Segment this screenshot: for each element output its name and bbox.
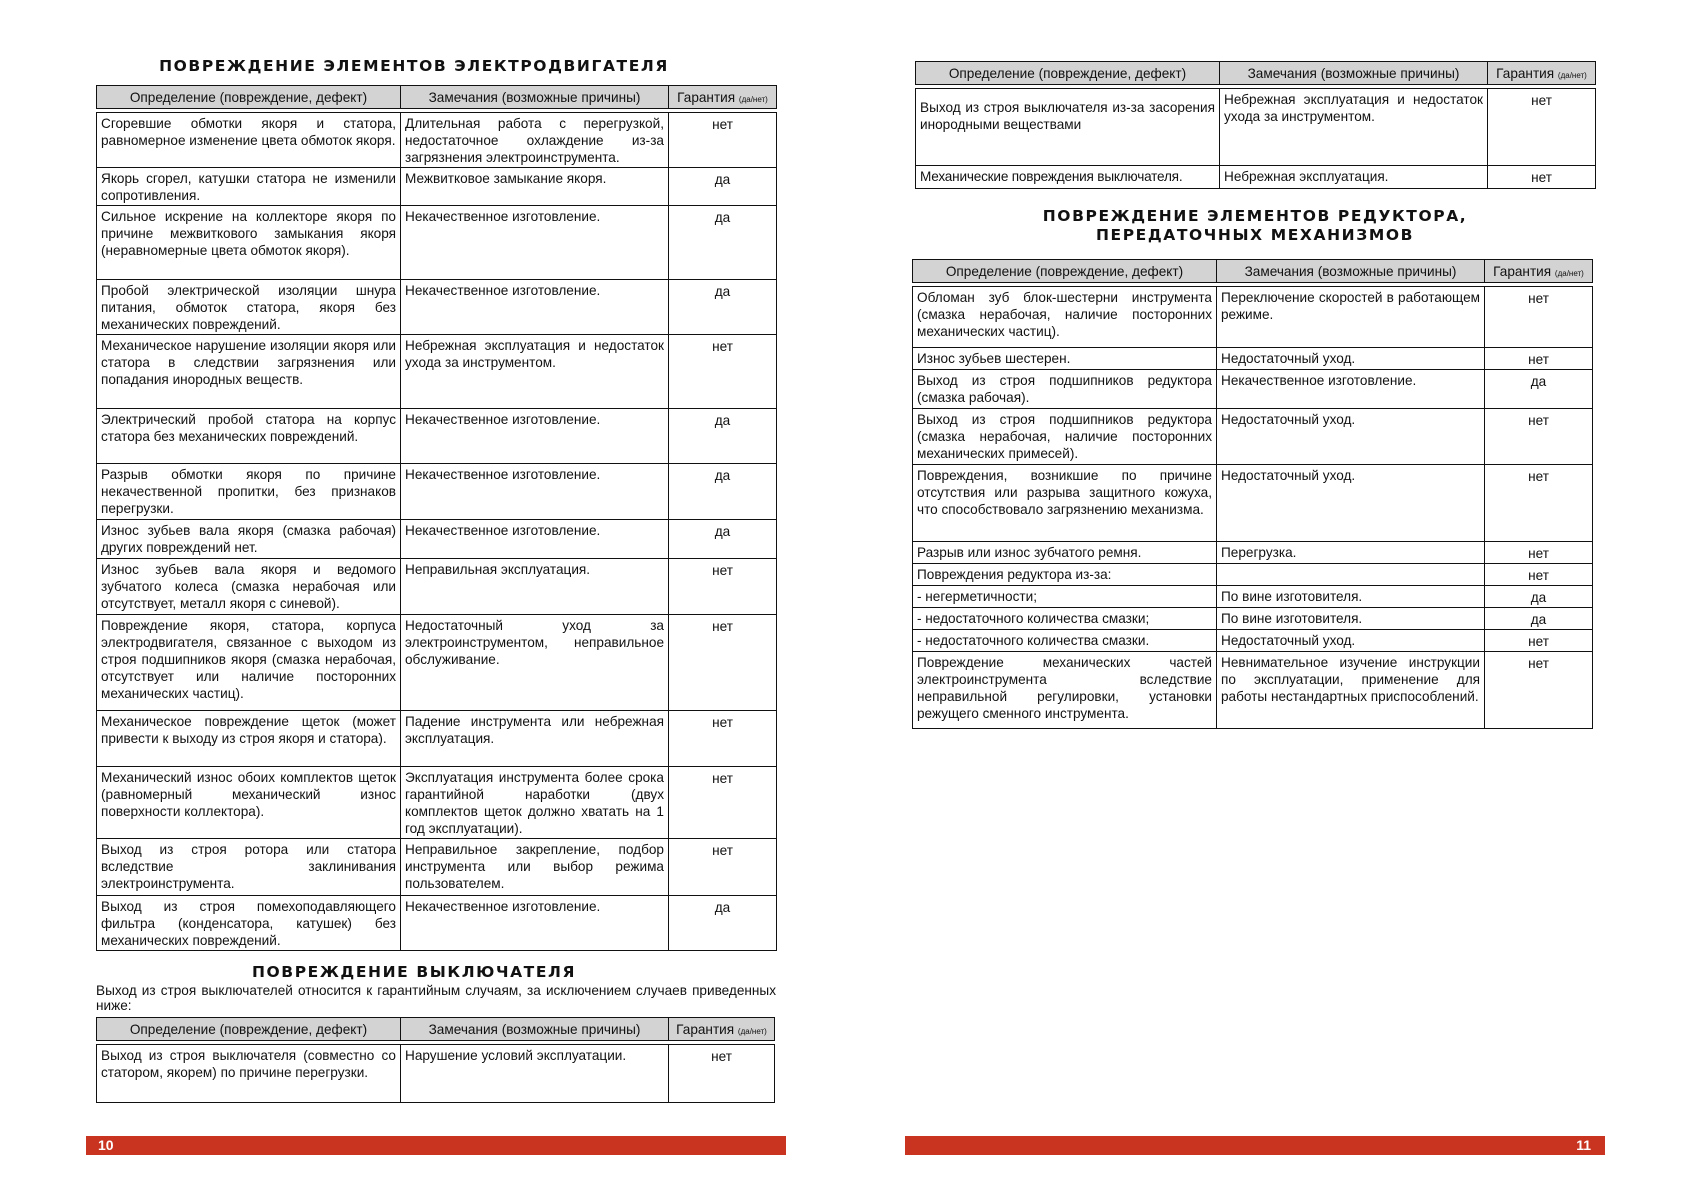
row-remarks: Небрежная эксплуатация. — [1220, 166, 1488, 189]
row-definition: Сильное искрение на коллекторе якоря по причине межвиткового замыкания якоря (неравномерные цвета обмоток якоря). — [97, 206, 401, 280]
switch-table — [96, 1044, 775, 1103]
switch-intro-text: Выход из строя выключателей относится к гарантийным случаям, за исключением случаев приведенных ниже: — [96, 983, 776, 1013]
row-remarks: Некачественное изготовление. — [401, 896, 669, 951]
row-remarks: Невнимательное изучение инструкции по эксплуатации, применение для работы нестандартных приспособлений. — [1217, 652, 1485, 729]
row-remarks: По вине изготовителя. — [1217, 608, 1485, 630]
row-definition: Пробой электрической изоляции шнура питания, обмоток статора, якоря без механических повреждений. — [97, 280, 401, 335]
header-warranty-label: Гарантия — [1496, 65, 1555, 81]
page-number: 11 — [1576, 1137, 1591, 1153]
row-warranty: нет — [1485, 465, 1593, 542]
row-definition: Механическое повреждение щеток (может привести к выходу из строя якоря и статора). — [97, 711, 401, 767]
header-warranty — [669, 1018, 775, 1041]
table-row — [97, 711, 777, 767]
row-definition: Механическое нарушение изоляции якоря или статора в следствии загрязнения или попадания инородных веществ. — [97, 335, 401, 409]
row-remarks: Нарушение условий эксплуатации. — [401, 1045, 669, 1103]
table-row — [97, 520, 777, 559]
row-definition: Разрыв или износ зубчатого ремня. — [913, 542, 1217, 564]
table-row — [913, 586, 1593, 608]
row-definition: Повреждение механических частей электроинструмента вследствие неправильной регулировки, установки режущего сменного инструмента. — [913, 652, 1217, 729]
row-remarks: Неправильное закрепление, подбор инструмента или выбор режима пользователем. — [401, 839, 669, 896]
row-definition: - недостаточного количества смазки. — [913, 630, 1217, 652]
switch-section-title: ПОВРЕЖДЕНИЕ ВЫКЛЮЧАТЕЛЯ — [251, 963, 577, 981]
row-warranty: да — [669, 520, 777, 559]
page-number-bar-right — [905, 1136, 1605, 1155]
switch-continued-table-header — [915, 61, 1596, 85]
motor-section-title: ПОВРЕЖДЕНИЕ ЭЛЕМЕНТОВ ЭЛЕКТРОДВИГАТЕЛЯ — [159, 57, 669, 75]
header-warranty-label: Гарантия — [676, 1021, 735, 1037]
header-remarks: Замечания (возможные причины) — [401, 1018, 669, 1041]
header-definition: Определение (повреждение, дефект) — [97, 86, 401, 109]
row-warranty: да — [1485, 608, 1593, 630]
table-row — [97, 409, 777, 464]
row-warranty: нет — [1488, 89, 1596, 166]
row-remarks: Недостаточный уход за электроинструментом, неправильное обслуживание. — [401, 615, 669, 711]
table-row — [97, 615, 777, 711]
row-remarks: Некачественное изготовление. — [401, 520, 669, 559]
table-row — [97, 767, 777, 839]
table-row — [97, 464, 777, 520]
row-definition: Повреждения редуктора из-за: — [913, 564, 1217, 586]
table-row — [97, 206, 777, 280]
row-remarks: Некачественное изготовление. — [401, 280, 669, 335]
row-warranty: нет — [1485, 409, 1593, 465]
row-warranty: да — [669, 280, 777, 335]
table-row — [97, 839, 777, 896]
table-row — [97, 559, 777, 615]
row-remarks: Эксплуатация инструмента более срока гарантийной наработки (двух комплектов щеток должно хватать на 1 год эксплуатации). — [401, 767, 669, 839]
row-remarks: Небрежная эксплуатация и недостаток ухода за инструментом. — [1220, 89, 1488, 166]
gearbox-section-title — [915, 207, 1595, 245]
row-remarks: Некачественное изготовление. — [1217, 370, 1485, 409]
row-definition: Выход из строя подшипников редуктора (смазка нерабочая, наличие посторонних механических примесей). — [913, 409, 1217, 465]
table-row — [913, 465, 1593, 542]
row-definition: Повреждения, возникшие по причине отсутствия или разрыва защитного кожуха, что способствовало загрязнению механизма. — [913, 465, 1217, 542]
table-row — [913, 409, 1593, 465]
row-warranty: нет — [1485, 542, 1593, 564]
row-definition: Износ зубьев вала якоря (смазка рабочая) других повреждений нет. — [97, 520, 401, 559]
row-definition: Повреждение якоря, статора, корпуса электродвигателя, связанное с выходом из строя подшипников якоря (смазка нерабочая, отсутствует или наличие посторонних механических частиц). — [97, 615, 401, 711]
row-remarks: Некачественное изготовление. — [401, 464, 669, 520]
row-definition: Разрыв обмотки якоря по причине некачественной пропитки, без признаков перегрузки. — [97, 464, 401, 520]
gearbox-title-line-2: ПЕРЕДАТОЧНЫХ МЕХАНИЗМОВ — [1095, 226, 1415, 244]
switch-continued-table — [915, 88, 1596, 189]
table-row — [916, 89, 1596, 166]
row-warranty: нет — [1485, 652, 1593, 729]
row-warranty: да — [669, 409, 777, 464]
row-remarks: Переключение скоростей в работающем режиме. — [1217, 287, 1485, 348]
row-warranty: нет — [1485, 287, 1593, 348]
row-remarks — [1217, 564, 1485, 586]
header-definition: Определение (повреждение, дефект) — [916, 62, 1220, 85]
row-warranty: нет — [1485, 564, 1593, 586]
header-warranty-hint: (да/нет) — [1554, 268, 1584, 278]
row-warranty: да — [1485, 370, 1593, 409]
row-definition: - негерметичности; — [913, 586, 1217, 608]
row-remarks: Неправильная эксплуатация. — [401, 559, 669, 615]
gearbox-table — [912, 286, 1593, 729]
row-definition: Износ зубьев шестерен. — [913, 348, 1217, 370]
header-warranty-hint: (да/нет) — [738, 94, 768, 104]
row-remarks: Недостаточный уход. — [1217, 630, 1485, 652]
table-row — [913, 608, 1593, 630]
table-row — [97, 896, 777, 951]
table-row — [913, 348, 1593, 370]
header-warranty-hint: (да/нет) — [737, 1026, 767, 1036]
gearbox-title-line-1: ПОВРЕЖДЕНИЕ ЭЛЕМЕНТОВ РЕДУКТОРА, — [1042, 207, 1468, 225]
header-warranty-label: Гарантия — [677, 89, 736, 105]
row-warranty: нет — [669, 767, 777, 839]
header-remarks: Замечания (возможные причины) — [401, 86, 669, 109]
row-definition: Сгоревшие обмотки якоря и статора, равномерное изменение цвета обмоток якоря. — [97, 113, 401, 168]
row-remarks: Перегрузка. — [1217, 542, 1485, 564]
row-warranty: да — [669, 464, 777, 520]
header-warranty-hint: (да/нет) — [1557, 70, 1587, 80]
row-remarks: Межвитковое замыкание якоря. — [401, 168, 669, 206]
table-row — [913, 652, 1593, 729]
header-definition: Определение (повреждение, дефект) — [913, 260, 1217, 283]
row-definition — [916, 89, 1220, 166]
table-row — [97, 113, 777, 168]
row-definition: Выход из строя помехоподавляющего фильтра (конденсатора, катушек) без механических повреждений. — [97, 896, 401, 951]
table-row — [916, 166, 1596, 189]
row-warranty: нет — [669, 335, 777, 409]
table-row — [913, 630, 1593, 652]
row-warranty: нет — [669, 615, 777, 711]
row-definition-text: Выход из строя выключателя из-за засорения инородными веществами — [920, 100, 1215, 132]
row-definition: Обломан зуб блок-шестерни инструмента (смазка нерабочая, наличие посторонних механических частиц). — [913, 287, 1217, 348]
row-warranty: да — [669, 168, 777, 206]
header-warranty — [1485, 260, 1593, 283]
row-warranty: нет — [1485, 630, 1593, 652]
row-warranty: нет — [669, 113, 777, 168]
header-warranty-label: Гарантия — [1493, 263, 1552, 279]
row-definition: Выход из строя ротора или статора вследствие заклинивания электроинструмента. — [97, 839, 401, 896]
table-row — [97, 168, 777, 206]
table-row — [97, 280, 777, 335]
row-definition: Механические повреждения выключателя. — [916, 166, 1220, 189]
table-row — [97, 1045, 775, 1103]
motor-table — [96, 112, 777, 951]
header-remarks: Замечания (возможные причины) — [1217, 260, 1485, 283]
row-remarks: Некачественное изготовление. — [401, 206, 669, 280]
motor-table-header — [96, 85, 777, 109]
table-row — [913, 370, 1593, 409]
header-warranty — [669, 86, 777, 109]
table-row — [913, 564, 1593, 586]
row-warranty: нет — [669, 559, 777, 615]
row-definition: Электрический пробой статора на корпус статора без механических повреждений. — [97, 409, 401, 464]
row-remarks: Недостаточный уход. — [1217, 348, 1485, 370]
row-remarks: Недостаточный уход. — [1217, 409, 1485, 465]
row-warranty: нет — [1485, 348, 1593, 370]
row-remarks: Падение инструмента или небрежная эксплуатация. — [401, 711, 669, 767]
row-warranty: да — [1485, 586, 1593, 608]
page-number: 10 — [98, 1137, 114, 1153]
header-warranty — [1488, 62, 1596, 85]
row-definition: Износ зубьев вала якоря и ведомого зубчатого колеса (смазка нерабочая или отсутствует, металл якоря с синевой). — [97, 559, 401, 615]
gearbox-table-header — [912, 259, 1593, 283]
row-definition: Якорь сгорел, катушки статора не изменили сопротивления. — [97, 168, 401, 206]
switch-table-header — [96, 1017, 775, 1041]
row-definition: Выход из строя подшипников редуктора (смазка рабочая). — [913, 370, 1217, 409]
row-warranty: да — [669, 896, 777, 951]
row-definition: - недостаточного количества смазки; — [913, 608, 1217, 630]
table-row — [913, 542, 1593, 564]
row-warranty: нет — [669, 1045, 775, 1103]
row-remarks: Недостаточный уход. — [1217, 465, 1485, 542]
row-warranty: нет — [669, 711, 777, 767]
row-remarks: Длительная работа с перегрузкой, недостаточное охлаждение из-за загрязнения электроинструмента. — [401, 113, 669, 168]
row-warranty: да — [669, 206, 777, 280]
page-right — [842, 0, 1684, 1191]
header-definition: Определение (повреждение, дефект) — [97, 1018, 401, 1041]
row-remarks: Небрежная эксплуатация и недостаток ухода за инструментом. — [401, 335, 669, 409]
row-definition: Выход из строя выключателя (совместно со статором, якорем) по причине перегрузки. — [97, 1045, 401, 1103]
row-definition: Механический износ обоих комплектов щеток (равномерный механический износ поверхности коллектора). — [97, 767, 401, 839]
header-remarks: Замечания (возможные причины) — [1220, 62, 1488, 85]
table-row — [913, 287, 1593, 348]
row-warranty: нет — [669, 839, 777, 896]
page-number-bar-left — [86, 1136, 786, 1155]
row-warranty: нет — [1488, 166, 1596, 189]
row-remarks: Некачественное изготовление. — [401, 409, 669, 464]
row-remarks: По вине изготовителя. — [1217, 586, 1485, 608]
table-row — [97, 335, 777, 409]
